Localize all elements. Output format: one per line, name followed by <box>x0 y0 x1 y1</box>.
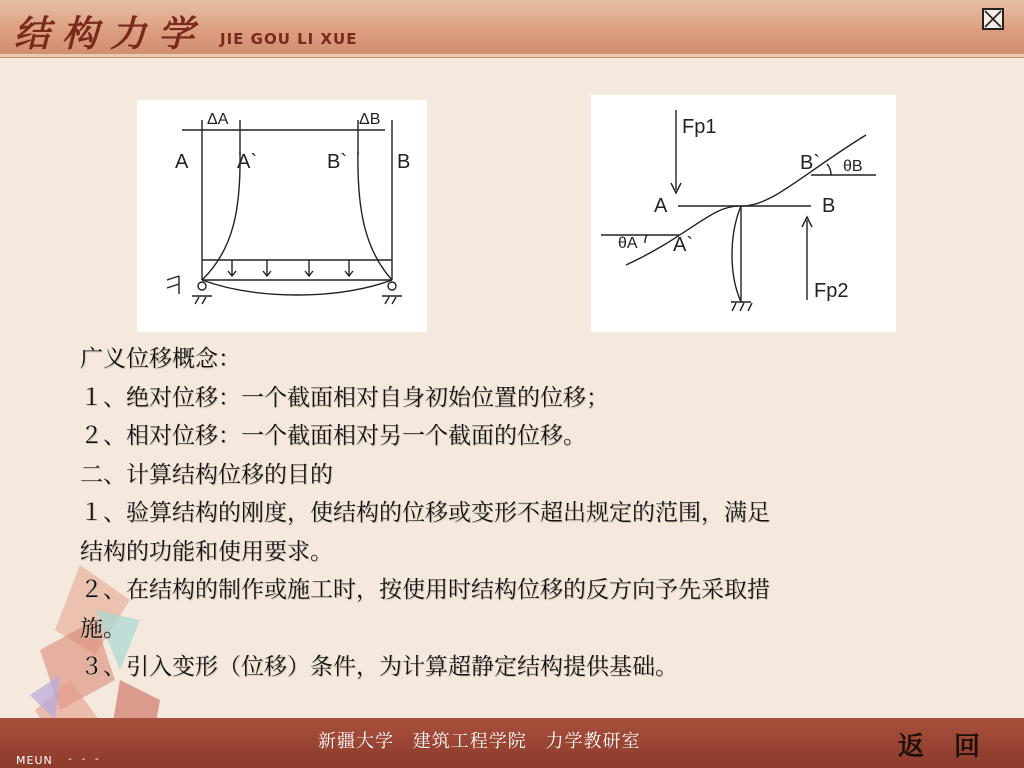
menu-dashes: - - - <box>68 752 102 765</box>
label-a: A <box>175 151 189 173</box>
label-theta-b: θB <box>843 158 863 175</box>
label-fp1: Fp1 <box>682 116 717 138</box>
footer-institution: 新疆大学 建筑工程学院 力学教研室 <box>318 731 641 752</box>
text-line: 施。 <box>80 615 126 642</box>
label-a-prime: A` <box>673 234 693 256</box>
text-line: 二、计算结构位移的目的 <box>80 461 333 488</box>
figure-frame-displacement <box>137 100 427 332</box>
text-line: 结构的功能和使用要求。 <box>80 538 333 565</box>
label-a-prime: A` <box>237 151 257 173</box>
label-delta-b: ΔB <box>359 111 381 128</box>
label-fp2: Fp2 <box>814 280 849 302</box>
text-line: ３、引入变形（位移）条件，为计算超静定结构提供基础。 <box>80 654 678 680</box>
back-button[interactable]: 返回 <box>898 732 1011 762</box>
main-text <box>80 340 940 687</box>
text-line: １、验算结构的刚度，使结构的位移或变形不超出规定的范围，满足 <box>80 500 770 526</box>
figure-rotation-displacement <box>591 95 896 332</box>
close-icon <box>984 10 1002 28</box>
label-a: A <box>654 195 668 217</box>
label-delta-a: ΔA <box>207 111 229 128</box>
logo-pinyin: JIE GOU LI XUE <box>220 30 358 48</box>
text-line: ２、相对位移：一个截面相对另一个截面的位移。 <box>80 423 586 449</box>
label-b-prime: B` <box>800 152 820 174</box>
label-b: B <box>822 195 836 217</box>
logo-title: 结构力学 <box>14 13 207 55</box>
text-line: １、绝对位移：一个截面相对自身初始位置的位移； <box>80 384 609 411</box>
label-theta-a: θA <box>618 235 638 252</box>
menu-label[interactable]: MEUN <box>16 754 53 767</box>
text-line: 广义位移概念： <box>80 346 241 372</box>
label-b-prime: B` <box>327 151 347 173</box>
text-line: ２、在结构的制作或施工时，按使用时结构位移的反方向予先采取措 <box>80 577 770 603</box>
label-b: B <box>397 151 411 173</box>
close-button[interactable] <box>982 8 1004 30</box>
